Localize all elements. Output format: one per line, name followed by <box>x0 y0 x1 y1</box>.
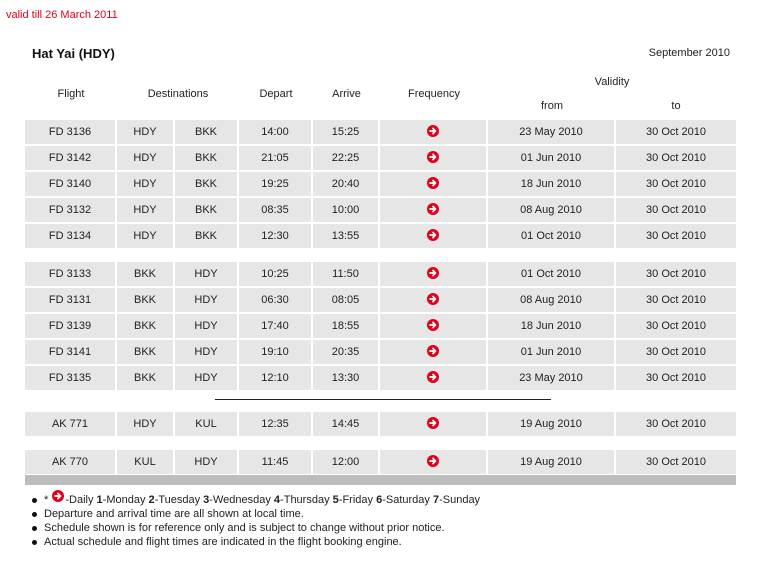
arrive-time-cell: 15:25 <box>313 120 378 144</box>
validity-from-cell: 01 Jun 2010 <box>488 340 614 364</box>
flight-number-cell: FD 3131 <box>25 288 115 312</box>
red-circle-arrow-right-icon <box>427 229 439 241</box>
depart-time-cell: 19:10 <box>239 340 311 364</box>
table-row <box>25 450 736 474</box>
validity-from-cell: 19 Aug 2010 <box>488 450 614 474</box>
validity-to-cell: 30 Oct 2010 <box>616 146 736 170</box>
validity-to-cell: 30 Oct 2010 <box>616 288 736 312</box>
validity-to-cell: 30 Oct 2010 <box>616 224 736 248</box>
table-row <box>25 288 736 312</box>
day-number: 3 <box>203 494 210 506</box>
legend-daily: -Daily <box>65 494 97 506</box>
note-text: Departure and arrival time are all shown at local time. <box>44 508 304 520</box>
depart-time-cell: 19:25 <box>239 172 311 196</box>
destination-cell: HDY <box>175 288 237 312</box>
day-name: Thursday <box>283 494 330 506</box>
destination-cell: HDY <box>175 262 237 286</box>
note-text: Schedule shown is for reference only and is subject to change without prior notice. <box>44 522 445 534</box>
table-bottom-bar <box>25 475 736 485</box>
arrive-time-cell: 20:40 <box>313 172 378 196</box>
validity-to-cell: 30 Oct 2010 <box>616 412 736 436</box>
bullet-icon <box>32 540 37 545</box>
note-item <box>30 507 480 521</box>
day-number: 7 <box>432 494 440 506</box>
origin-cell: HDY <box>117 120 173 144</box>
origin-cell: KUL <box>117 450 173 474</box>
destination-cell: HDY <box>175 314 237 338</box>
flight-number-cell: FD 3142 <box>25 146 115 170</box>
bullet-icon <box>32 498 37 503</box>
red-circle-arrow-right-icon <box>427 455 439 467</box>
table-row <box>25 314 736 338</box>
destination-cell: HDY <box>175 366 237 390</box>
origin-cell: HDY <box>117 172 173 196</box>
validity-from-cell: 01 Oct 2010 <box>488 224 614 248</box>
destination-cell: BKK <box>175 120 237 144</box>
note-text: Actual schedule and flight times are indicated in the flight booking engine. <box>44 536 402 548</box>
validity-to-cell: 30 Oct 2010 <box>616 314 736 338</box>
red-circle-arrow-right-icon <box>427 151 439 163</box>
arrive-time-cell: 14:45 <box>313 412 378 436</box>
note-item <box>30 535 480 549</box>
validity-from-cell: 23 May 2010 <box>488 366 614 390</box>
red-circle-arrow-right-icon <box>427 417 439 429</box>
day-name: Saturday <box>385 494 430 506</box>
flight-number-cell: FD 3135 <box>25 366 115 390</box>
red-circle-arrow-right-icon <box>427 293 439 305</box>
frequency-cell <box>380 120 486 144</box>
frequency-cell <box>380 262 486 286</box>
header-validity: Validity <box>594 76 630 88</box>
red-circle-arrow-right-icon <box>52 490 64 502</box>
arrive-time-cell: 12:00 <box>313 450 378 474</box>
frequency-cell <box>380 288 486 312</box>
destination-cell: HDY <box>175 340 237 364</box>
day-name: Monday <box>106 494 146 506</box>
red-circle-arrow-right-icon <box>427 345 439 357</box>
legend-prefix: * <box>44 494 49 506</box>
station-title: Hat Yai (HDY) <box>32 46 115 61</box>
red-circle-arrow-right-icon <box>427 267 439 279</box>
header-validity-to: to <box>671 100 681 112</box>
header-depart: Depart <box>259 88 293 100</box>
header-destinations: Destinations <box>147 88 209 100</box>
flight-number-cell: FD 3140 <box>25 172 115 196</box>
origin-cell: HDY <box>117 146 173 170</box>
depart-time-cell: 21:05 <box>239 146 311 170</box>
flight-number-cell: FD 3139 <box>25 314 115 338</box>
section-divider <box>215 399 551 400</box>
destination-cell: BKK <box>175 224 237 248</box>
flight-number-cell: FD 3134 <box>25 224 115 248</box>
day-name: Wednesday <box>212 494 271 506</box>
day-name: Friday <box>342 494 373 506</box>
red-circle-arrow-right-icon <box>427 125 439 137</box>
day-number: 4 <box>273 494 281 506</box>
flight-number-cell: FD 3132 <box>25 198 115 222</box>
frequency-cell <box>380 366 486 390</box>
destination-cell: KUL <box>175 412 237 436</box>
table-row <box>25 366 736 390</box>
frequency-cell <box>380 450 486 474</box>
frequency-cell <box>380 146 486 170</box>
note-item <box>30 521 480 535</box>
table-row <box>25 340 736 364</box>
depart-time-cell: 12:35 <box>239 412 311 436</box>
frequency-cell <box>380 224 486 248</box>
flight-number-cell: AK 770 <box>25 450 115 474</box>
day-name: Tuesday <box>158 494 201 506</box>
validity-from-cell: 08 Aug 2010 <box>488 288 614 312</box>
destination-cell: BKK <box>175 172 237 196</box>
origin-cell: BKK <box>117 314 173 338</box>
table-row <box>25 198 736 222</box>
table-row <box>25 172 736 196</box>
flight-number-cell: FD 3141 <box>25 340 115 364</box>
validity-to-cell: 30 Oct 2010 <box>616 366 736 390</box>
frequency-cell <box>380 198 486 222</box>
validity-from-cell: 01 Oct 2010 <box>488 262 614 286</box>
validity-to-cell: 30 Oct 2010 <box>616 450 736 474</box>
origin-cell: HDY <box>117 412 173 436</box>
flight-number-cell: FD 3133 <box>25 262 115 286</box>
red-circle-arrow-right-icon <box>427 319 439 331</box>
depart-time-cell: 06:30 <box>239 288 311 312</box>
validity-from-cell: 18 Jun 2010 <box>488 314 614 338</box>
origin-cell: BKK <box>117 262 173 286</box>
flight-number-cell: AK 771 <box>25 412 115 436</box>
depart-time-cell: 14:00 <box>239 120 311 144</box>
validity-to-cell: 30 Oct 2010 <box>616 172 736 196</box>
depart-time-cell: 08:35 <box>239 198 311 222</box>
arrive-time-cell: 22:25 <box>313 146 378 170</box>
validity-to-cell: 30 Oct 2010 <box>616 340 736 364</box>
validity-from-cell: 08 Aug 2010 <box>488 198 614 222</box>
day-name: Sunday <box>442 494 481 506</box>
frequency-cell <box>380 412 486 436</box>
red-circle-arrow-right-icon <box>427 371 439 383</box>
frequency-cell <box>380 172 486 196</box>
day-number: 1 <box>96 494 103 506</box>
destination-cell: BKK <box>175 198 237 222</box>
validity-from-cell: 23 May 2010 <box>488 120 614 144</box>
origin-cell: BKK <box>117 340 173 364</box>
bullet-icon <box>32 512 37 517</box>
table-row <box>25 224 736 248</box>
day-number: 2 <box>148 494 155 506</box>
origin-cell: HDY <box>117 224 173 248</box>
bullet-icon <box>32 526 37 531</box>
frequency-cell <box>380 314 486 338</box>
header-validity-from: from <box>541 100 563 112</box>
depart-time-cell: 12:30 <box>239 224 311 248</box>
validity-to-cell: 30 Oct 2010 <box>616 120 736 144</box>
validity-to-cell: 30 Oct 2010 <box>616 262 736 286</box>
origin-cell: BKK <box>117 366 173 390</box>
arrive-time-cell: 10:00 <box>313 198 378 222</box>
flight-number-cell: FD 3136 <box>25 120 115 144</box>
frequency-cell <box>380 340 486 364</box>
schedule-notes <box>30 493 480 549</box>
table-row <box>25 146 736 170</box>
depart-time-cell: 17:40 <box>239 314 311 338</box>
day-number: 5 <box>332 494 339 506</box>
day-number: 6 <box>376 494 383 506</box>
origin-cell: BKK <box>117 288 173 312</box>
destination-cell: HDY <box>175 450 237 474</box>
arrive-time-cell: 18:55 <box>313 314 378 338</box>
validity-from-cell: 19 Aug 2010 <box>488 412 614 436</box>
destination-cell: BKK <box>175 146 237 170</box>
arrive-time-cell: 20:35 <box>313 340 378 364</box>
depart-time-cell: 10:25 <box>239 262 311 286</box>
arrive-time-cell: 11:50 <box>313 262 378 286</box>
table-row <box>25 412 736 436</box>
origin-cell: HDY <box>117 198 173 222</box>
validity-from-cell: 18 Jun 2010 <box>488 172 614 196</box>
arrive-time-cell: 13:30 <box>313 366 378 390</box>
validity-to-cell: 30 Oct 2010 <box>616 198 736 222</box>
arrive-time-cell: 13:55 <box>313 224 378 248</box>
validity-note: valid till 26 March 2011 <box>6 9 118 21</box>
red-circle-arrow-right-icon <box>427 203 439 215</box>
arrive-time-cell: 08:05 <box>313 288 378 312</box>
table-row <box>25 120 736 144</box>
table-row <box>25 262 736 286</box>
red-circle-arrow-right-icon <box>427 177 439 189</box>
schedule-month: September 2010 <box>648 47 730 59</box>
depart-time-cell: 11:45 <box>239 450 311 474</box>
depart-time-cell: 12:10 <box>239 366 311 390</box>
header-frequency: Frequency <box>408 88 460 100</box>
validity-from-cell: 01 Jun 2010 <box>488 146 614 170</box>
header-flight: Flight <box>57 88 85 100</box>
header-arrive: Arrive <box>332 88 361 100</box>
frequency-legend: * -Daily 1-Monday 2-Tuesday 3-Wednesday 4-Thursday 5-Friday 6-Saturday 7-Sunday <box>30 493 480 507</box>
